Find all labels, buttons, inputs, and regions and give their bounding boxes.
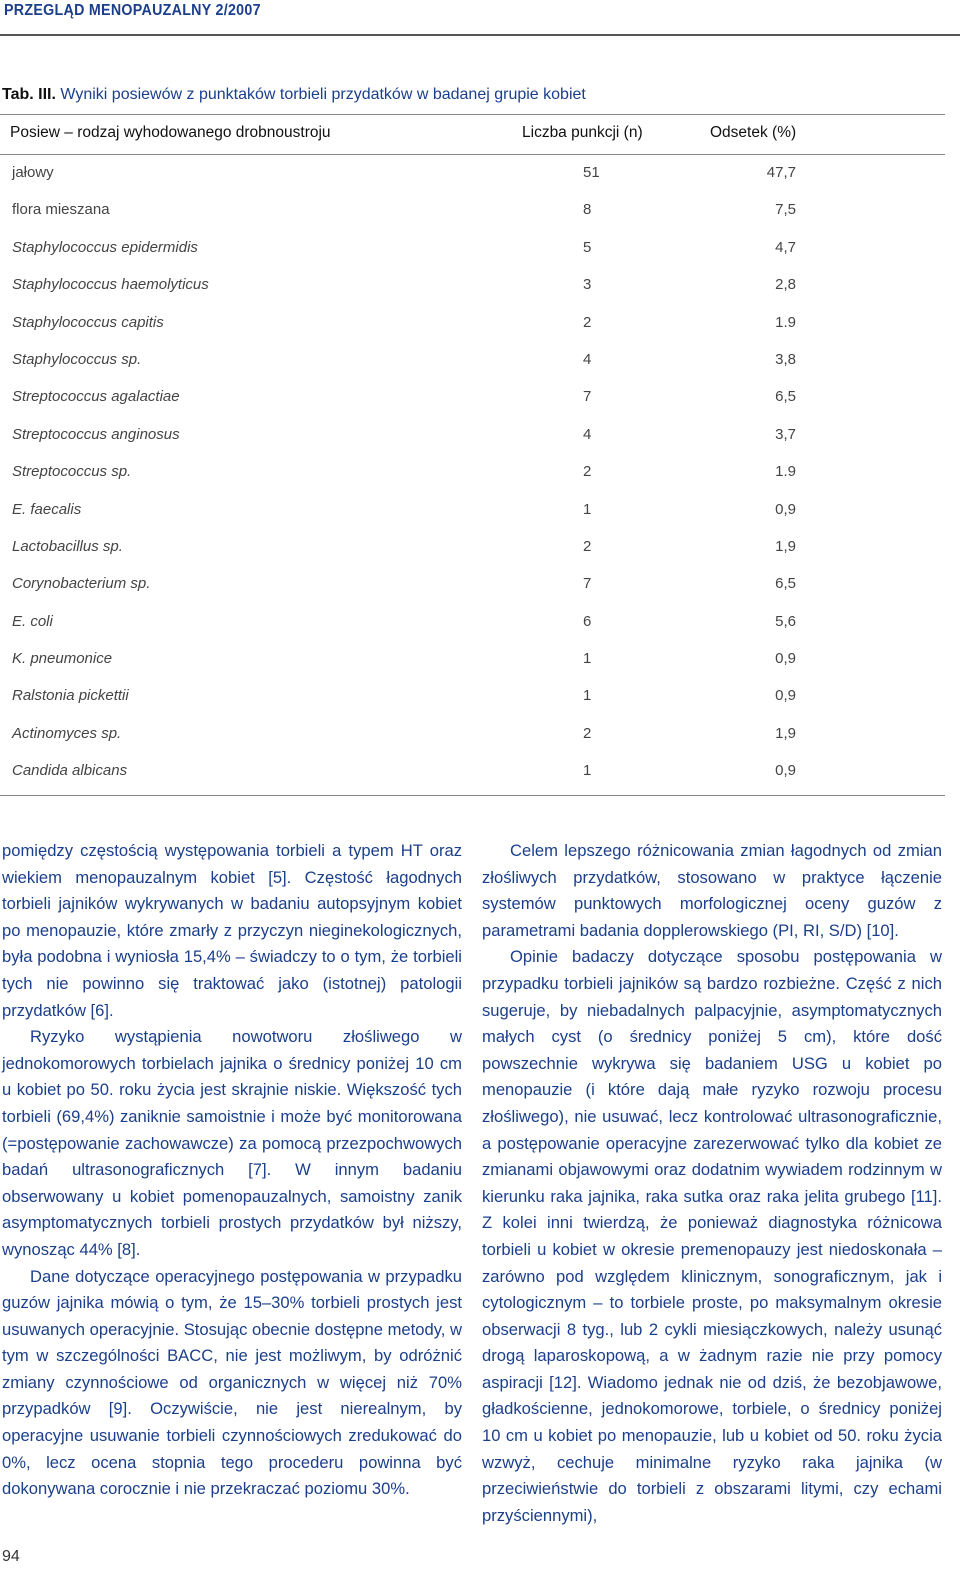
table-caption-label: Tab. III. xyxy=(2,86,56,103)
organism-cell: Streptococcus agalactiae xyxy=(12,388,180,406)
count-cell: 8 xyxy=(583,201,592,219)
organism-cell: jałowy xyxy=(12,164,54,181)
journal-header xyxy=(0,0,960,36)
percent-cell: 6,5 xyxy=(775,388,796,406)
body-column-right xyxy=(482,838,942,1529)
count-cell: 51 xyxy=(583,164,600,181)
table-caption xyxy=(2,86,586,104)
table-row xyxy=(0,272,945,309)
table-row xyxy=(0,609,945,646)
count-cell: 7 xyxy=(583,575,592,593)
journal-title: PRZEGLĄD MENOPAUZALNY 2/2007 xyxy=(4,2,261,19)
body-column-left xyxy=(2,838,462,1503)
table-row xyxy=(0,160,945,197)
table-row xyxy=(0,235,945,272)
body-paragraph: pomiędzy częstością występowania torbieli a typem HT oraz wiekiem menopauzalnym kobiet [5]. Częstość łagodnych torbieli jajników wykrywanych w badaniu autopsyjnym kobiet po menopauzie, które zmarły z przyczyn nieginekologicznych, była podobna i wyniosła 15,4% – świadczy to o tym, że torbieli tych nie powinno się traktować jako (istotnej) patologii przydatków [6]. xyxy=(2,841,462,1020)
percent-cell: 3,7 xyxy=(775,425,796,443)
percent-cell: 1.9 xyxy=(775,463,796,481)
percent-cell: 6,5 xyxy=(775,575,796,593)
percent-cell: 4,7 xyxy=(775,238,796,256)
organism-cell: Candida albicans xyxy=(12,762,128,780)
percent-cell: 0,9 xyxy=(775,762,796,780)
table-row xyxy=(0,721,945,758)
count-cell: 5 xyxy=(583,238,592,256)
count-cell: 6 xyxy=(583,612,592,630)
table-row xyxy=(0,683,945,720)
count-cell: 1 xyxy=(583,687,592,705)
table-row xyxy=(0,571,945,608)
table-bottom-rule xyxy=(0,795,945,796)
count-cell: 1 xyxy=(583,650,592,668)
organism-cell: K. pneumonice xyxy=(12,650,113,668)
percent-cell: 2,8 xyxy=(775,276,796,294)
organism-cell: Staphylococcus haemolyticus xyxy=(12,276,209,294)
table-row xyxy=(0,347,945,384)
count-cell: 4 xyxy=(583,425,592,443)
percent-cell: 7,5 xyxy=(775,201,796,219)
table-row xyxy=(0,646,945,683)
table-row xyxy=(0,197,945,234)
count-cell: 2 xyxy=(583,463,592,481)
table-row xyxy=(0,384,945,421)
body-paragraph: Celem lepszego różnicowania zmian łagodnych od zmian złośliwych przydatków, stosowano w praktyce łączenie systemów punktowych morfologicznej oceny guzów z parametrami badania dopplerowskiego (PI, RI, S/D) [10]. xyxy=(482,841,942,940)
organism-cell: E. faecalis xyxy=(12,500,82,518)
organism-cell: Ralstonia pickettii xyxy=(12,687,129,705)
organism-cell: Staphylococcus capitis xyxy=(12,313,164,331)
organism-cell: Staphylococcus epidermidis xyxy=(12,238,198,256)
count-cell: 2 xyxy=(583,724,592,742)
percent-cell: 5,6 xyxy=(775,612,796,630)
organism-cell: Streptococcus anginosus xyxy=(12,425,180,443)
percent-cell: 3,8 xyxy=(775,350,796,368)
column-header-percent: Odsetek (%) xyxy=(710,124,797,141)
table-row xyxy=(0,534,945,571)
table-row xyxy=(0,459,945,496)
body-paragraph: Dane dotyczące operacyjnego postępowania w przypadku guzów jajnika mówią o tym, że 15–30% torbieli prostych jest usuwanych operacyjnie. Stosując obecnie dostępne metody, w tym w szczególności BACC, nie jest możliwym, by odróżnić zmiany czynnościowe od organicznych w więcej niż 70% przypadków [9]. Oczywiście, nie jest nierealnym, by operacyjne usuwanie torbieli czynnościowych zredukować do 0%, lecz ocena stopnia tego procederu powinna być dokonywana corocznie i nie przekraczać poziomu 30%. xyxy=(2,1266,462,1499)
organism-cell: Streptococcus sp. xyxy=(12,463,132,481)
table-body xyxy=(0,160,945,796)
count-cell: 2 xyxy=(583,537,592,555)
percent-cell: 0,9 xyxy=(775,650,796,668)
organism-cell: Staphylococcus sp. xyxy=(12,350,142,368)
body-paragraph: Ryzyko wystąpienia nowotworu złośliwego w jednokomorowych torbielach jajnika o średnicy poniżej 10 cm u kobiet po 50. roku życia jest skrajnie niskie. Większość tych torbieli (69,4%) zaniknie samoistnie i może być monitorowana (=postępowanie zachowawcze) za pomocą przezpochwowych badań ultrasonograficznych [7]. W innym badaniu obserwowany u kobiet pomenopauzalnych, samoistny zanik asymptomatycznych torbieli prostych przydatków był niższy, wynosząc 44% [8]. xyxy=(2,1027,462,1259)
organism-cell: Lactobacillus sp. xyxy=(12,537,123,555)
table-caption-text: Wyniki posiewów z punktaków torbieli przydatków w badanej grupie kobiet xyxy=(55,86,586,103)
percent-cell: 47,7 xyxy=(766,164,796,181)
table-row xyxy=(0,422,945,459)
percent-cell: 1,9 xyxy=(775,537,796,555)
organism-cell: flora mieszana xyxy=(12,201,110,219)
organism-cell: Actinomyces sp. xyxy=(12,724,122,742)
count-cell: 2 xyxy=(583,313,592,331)
percent-cell: 0,9 xyxy=(775,687,796,705)
organism-cell: Corynobacterium sp. xyxy=(12,575,151,593)
percent-cell: 1.9 xyxy=(775,313,796,331)
table-row xyxy=(0,758,945,795)
body-paragraph: Opinie badaczy dotyczące sposobu postępowania w przypadku torbieli jajników są bardzo rozbieżne. Część z nich sugeruje, by niebadalnych palpacyjnie, asymptomatycznych małych cyst (o średnicy poniżej 5 cm), które dość powszechnie wykrywa się badaniem USG u kobiet po menopauzie (i które dają małe ryzyko rozwoju procesu złośliwego), nie usuwać, lecz kontrolować ultrasonograficznie, a postępowanie operacyjne zarezerwować tylko dla kobiet ze zmianami objawowymi oraz dodatnim wywiadem rodzinnym w kierunku raka jajnika, raka sutka oraz raka jelita grubego [11]. Z kolei inni twierdzą, że ponieważ diagnostyka różnicowa torbieli u kobiet w okresie premenopauzy jest niedoskonała – zarówno pod względem klinicznym, sonograficznym, jak i cytologicznym – to torbiele proste, po maksymalnym okresie obserwacji 8 tyg., lub 2 cykli miesiączkowych, należy usunąć drogą laparoskopową, a w żadnym razie nie przy pomocy aspiracji [12]. Wiadomo jednak nie od dziś, że bezobjawowe, gładkościenne, jednokomorowe, torbiele, o średnicy poniżej 10 cm u kobiet po menopauzie, lub u kobiet od 50. roku życia wzwyż, cechuje minimalne ryzyko raka jajnika (w przeciwieństwie do torbieli z obszarami litymi, czy echami przyściennymi), xyxy=(482,947,942,1525)
column-header-organism: Posiew – rodzaj wyhodowanego drobnoustroju xyxy=(10,124,331,141)
table-header-rule xyxy=(0,154,945,155)
table-top-rule xyxy=(0,114,945,115)
count-cell: 3 xyxy=(583,276,592,294)
table-row xyxy=(0,497,945,534)
count-cell: 4 xyxy=(583,350,592,368)
count-cell: 1 xyxy=(583,762,592,780)
count-cell: 7 xyxy=(583,388,592,406)
count-cell: 1 xyxy=(583,500,592,518)
percent-cell: 0,9 xyxy=(775,500,796,518)
column-header-count: Liczba punkcji (n) xyxy=(522,124,643,141)
organism-cell: E. coli xyxy=(12,612,53,630)
percent-cell: 1,9 xyxy=(775,724,796,742)
table-row xyxy=(0,310,945,347)
page-number: 94 xyxy=(2,1548,20,1565)
